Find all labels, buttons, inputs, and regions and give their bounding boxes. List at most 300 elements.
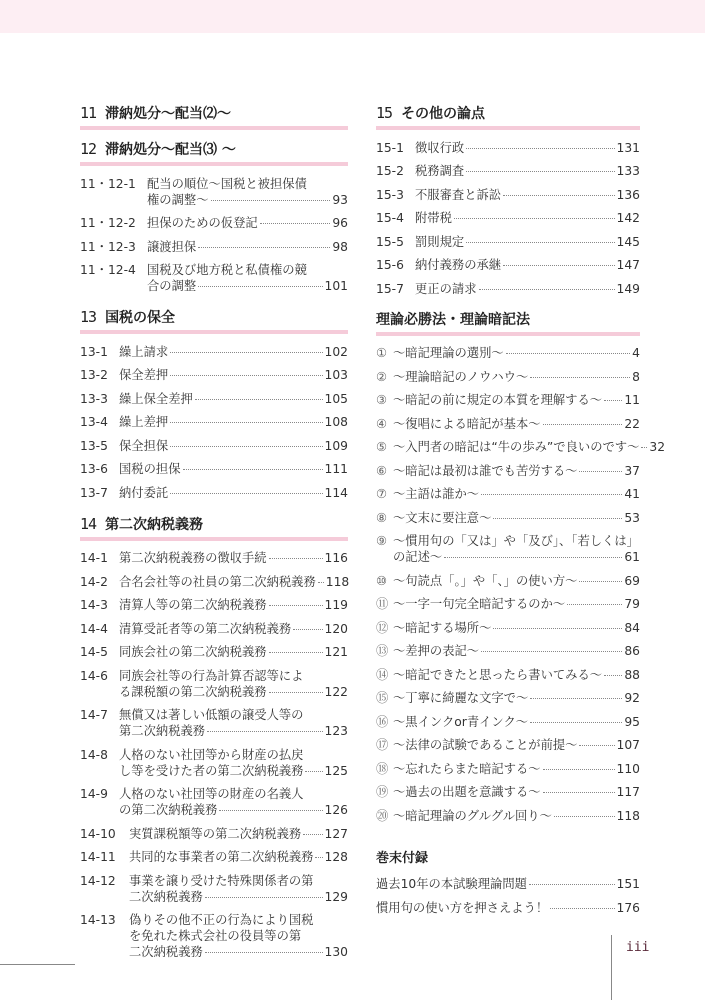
entry-body [393, 533, 640, 565]
entry-number: 13-6 [80, 462, 108, 477]
entry-number: 15-6 [376, 258, 404, 273]
dot-leader [205, 952, 323, 953]
entry-page: 142 [616, 211, 640, 226]
entry-body [147, 176, 348, 208]
dot-leader [530, 722, 622, 723]
entry-number: ⑫ [376, 620, 389, 635]
dot-leader [444, 557, 622, 558]
entry-last-line [415, 163, 640, 179]
entry-last-line [119, 414, 348, 430]
entry-body [147, 239, 348, 255]
toc-entry[interactable] [376, 207, 640, 231]
section-title: その他の論点 [401, 106, 486, 122]
dot-leader [303, 834, 322, 835]
entry-last-line [393, 620, 640, 636]
entry-number: 14-7 [80, 708, 108, 723]
entry-page: 145 [616, 234, 640, 249]
toc-entry[interactable] [376, 254, 640, 278]
entry-last-line [119, 344, 348, 360]
section-heading [80, 140, 348, 166]
entry-number: ① [376, 346, 388, 361]
entry-last-line [119, 391, 348, 407]
toc-entry[interactable] [376, 183, 640, 207]
entry-page: 102 [324, 344, 348, 359]
entry-last-line [393, 737, 640, 753]
entry-body [376, 876, 640, 892]
toc-entry[interactable] [376, 757, 640, 781]
entry-page: 79 [624, 597, 640, 612]
dot-leader [466, 242, 614, 243]
entry-body [393, 690, 640, 706]
entry-page: 86 [624, 644, 640, 659]
entry-last-line [393, 714, 640, 730]
entry-number: 14-6 [80, 668, 108, 683]
entry-last-line [415, 187, 640, 203]
entry-last-line [393, 369, 640, 385]
entry-number: ⑭ [376, 667, 389, 682]
entry-number: ④ [376, 416, 388, 431]
toc-entry[interactable] [80, 704, 348, 744]
entry-last-line [119, 723, 348, 739]
entry-title-line: 第二次納税義務 [119, 724, 206, 739]
dot-leader [554, 816, 615, 817]
entry-body [147, 215, 348, 231]
entry-body [393, 667, 640, 683]
entry-page: 95 [624, 714, 640, 729]
dot-leader [269, 605, 323, 606]
toc-entry[interactable] [80, 570, 348, 594]
entry-last-line [393, 761, 640, 777]
entry-title-line: 担保のための仮登記 [147, 216, 258, 231]
entry-page: 116 [324, 551, 348, 566]
entry-body [415, 210, 640, 226]
entry-number: 14-9 [80, 787, 108, 802]
entry-page: 176 [616, 900, 640, 915]
page-number: iii [626, 940, 650, 955]
toc-entry[interactable] [376, 506, 640, 530]
entry-title-line: 権の調整～ [147, 192, 209, 207]
entry-number: 13-7 [80, 485, 108, 500]
entry-last-line [147, 192, 348, 208]
entry-number: 11・12-2 [80, 216, 136, 231]
entry-title-line: の第二次納税義務 [119, 803, 218, 818]
entry-title-line: 同族会社等の行為計算否認等によ [119, 668, 304, 683]
entry-number: 14-2 [80, 574, 108, 589]
entry-page: 119 [324, 598, 348, 613]
toc-entry[interactable] [80, 340, 348, 364]
entry-title-line: ～暗記理論のグルグル回り～ [393, 808, 552, 823]
toc-entry[interactable] [80, 641, 348, 665]
section-heading [376, 311, 640, 336]
entry-page: 92 [624, 691, 640, 706]
toc-entry[interactable] [376, 412, 640, 436]
entry-title-line: ～過去の出題を意識する～ [393, 785, 541, 800]
entry-last-line [393, 510, 640, 526]
entry-body [119, 414, 348, 430]
entry-body [393, 369, 640, 385]
entry-title-line: し等を受けた者の第二次納税義務 [119, 763, 304, 778]
toc-entry[interactable] [376, 342, 640, 366]
entry-last-line [393, 808, 640, 824]
entry-body [119, 344, 348, 360]
entry-last-line [415, 234, 640, 250]
toc-entry[interactable] [376, 804, 640, 828]
dot-leader [530, 377, 630, 378]
dot-leader [579, 581, 622, 582]
entry-last-line [119, 684, 348, 700]
entry-body [393, 761, 640, 777]
entry-page: 22 [624, 416, 640, 431]
entry-page: 136 [616, 187, 640, 202]
toc-entry[interactable] [376, 459, 640, 483]
entry-body [393, 808, 640, 824]
entry-title-line: 同族会社の第二次納税義務 [119, 645, 267, 660]
dot-leader [305, 771, 322, 772]
entry-body [119, 367, 348, 383]
toc-entry[interactable] [80, 411, 348, 435]
toc-entry[interactable] [376, 569, 640, 593]
entry-title-line: を免れた株式会社の役員等の第 [129, 929, 302, 944]
entry-number: 15-2 [376, 164, 404, 179]
entry-last-line [119, 597, 348, 613]
entry-number: ⑦ [376, 487, 388, 502]
entry-body [393, 737, 640, 753]
toc-entry[interactable] [376, 616, 640, 640]
entry-page: 8 [632, 369, 640, 384]
entry-last-line [393, 463, 640, 479]
entry-number: 13-3 [80, 391, 108, 406]
dot-leader [269, 652, 323, 653]
entry-last-line [393, 345, 640, 361]
entry-number: ⑲ [376, 785, 389, 800]
toc-entry[interactable] [80, 481, 348, 505]
entry-title-line: 更正の請求 [415, 281, 477, 296]
toc-entry[interactable] [376, 436, 666, 460]
section-heading [376, 104, 640, 130]
entry-page: 117 [616, 785, 640, 800]
section-number: 14 [80, 514, 97, 533]
toc-entry[interactable] [80, 235, 348, 259]
entry-last-line [393, 596, 640, 612]
entry-last-line [119, 367, 348, 383]
entry-page: 105 [324, 391, 348, 406]
entry-page: 133 [616, 164, 640, 179]
entry-page: 109 [324, 438, 348, 453]
entry-last-line [393, 667, 640, 683]
entry-body [393, 714, 640, 730]
toc-entry[interactable] [80, 617, 348, 641]
entry-title-line: ～文末に要注意～ [393, 510, 492, 525]
entry-number: ⑧ [376, 510, 388, 525]
entry-number: ⑰ [376, 738, 389, 753]
entry-last-line [129, 944, 348, 960]
entry-body [119, 707, 348, 739]
entry-number: ⑳ [376, 808, 389, 823]
dot-leader [550, 908, 614, 909]
entry-title-line: 過去10年の本試験理論問題 [376, 877, 527, 892]
toc-entry[interactable] [376, 873, 640, 897]
entry-number: ⑮ [376, 691, 389, 706]
entry-last-line [119, 485, 348, 501]
toc-entry[interactable] [376, 530, 640, 570]
entry-last-line [393, 486, 640, 502]
entry-last-line [147, 239, 348, 255]
entry-number: 14-5 [80, 645, 108, 660]
entry-page: 11 [624, 393, 640, 408]
entry-last-line [393, 439, 666, 455]
entry-number: ⑨ [376, 534, 388, 549]
entry-last-line [393, 690, 640, 706]
entry-page: 96 [332, 216, 348, 231]
toc-entry[interactable] [376, 710, 640, 734]
toc-entry[interactable] [376, 687, 640, 711]
entry-body [415, 140, 640, 156]
entry-last-line [119, 438, 348, 454]
entry-number: 14-8 [80, 747, 108, 762]
entry-number: ⑯ [376, 714, 389, 729]
entry-page: 111 [324, 462, 348, 477]
section-title: 理論必勝法・理論暗記法 [376, 311, 530, 328]
entry-body [119, 574, 348, 590]
entry-number: 15-7 [376, 281, 404, 296]
entry-body [393, 486, 640, 502]
toc-entry[interactable] [80, 364, 348, 388]
toc-entry[interactable] [80, 846, 348, 870]
entry-body [393, 392, 640, 408]
toc-entry[interactable] [376, 734, 640, 758]
entry-title-line: ～復唱による暗記が基本～ [393, 416, 541, 431]
toc-entry[interactable] [80, 594, 348, 618]
entry-page: 37 [624, 463, 640, 478]
entry-page: 127 [324, 826, 348, 841]
dot-leader [170, 352, 322, 353]
section-title: 滞納処分～配当⑶ ～ [105, 142, 236, 158]
entry-title-line: 人格のない社団等から財産の払戻 [119, 747, 304, 762]
entry-last-line [393, 392, 640, 408]
entry-page: 130 [324, 945, 348, 960]
toc-entry[interactable] [80, 172, 348, 212]
entry-body [119, 786, 348, 818]
entry-number: 13-4 [80, 415, 108, 430]
entry-last-line [393, 643, 640, 659]
entry-number: 14-1 [80, 551, 108, 566]
entry-page: 129 [324, 889, 348, 904]
toc-entry[interactable] [376, 663, 640, 687]
entry-page: 32 [649, 440, 666, 455]
entry-number: ⑱ [376, 761, 389, 776]
entry-body [147, 262, 348, 294]
dot-leader [493, 518, 622, 519]
section-heading [80, 104, 348, 130]
entry-body [129, 873, 348, 905]
entry-title-line: 清算人等の第二次納税義務 [119, 598, 267, 613]
entry-page: 84 [624, 620, 640, 635]
toc-entry[interactable] [376, 230, 640, 254]
entry-number: ⑪ [376, 597, 389, 612]
entry-page: 69 [624, 573, 640, 588]
entry-number: 13-5 [80, 438, 108, 453]
entry-page: 149 [616, 281, 640, 296]
entry-title-line: ～暗記理論の選別～ [393, 346, 504, 361]
entry-body [393, 573, 640, 589]
toc-entry[interactable] [80, 664, 348, 704]
section-number: 12 [80, 140, 97, 158]
entry-page: 147 [616, 258, 640, 273]
entry-number: 15-4 [376, 211, 404, 226]
dot-leader [293, 629, 322, 630]
entry-title-line: 合名会社等の社員の第二次納税義務 [119, 574, 316, 589]
toc-entry[interactable] [376, 593, 640, 617]
dot-leader [604, 675, 622, 676]
entry-title-line: 無償又は著しい低額の譲受人等の [119, 708, 304, 723]
section-heading [80, 308, 348, 334]
entry-page: 121 [324, 645, 348, 660]
entry-last-line [129, 826, 348, 842]
entry-body [119, 391, 348, 407]
entry-body [119, 550, 348, 566]
entry-page: 123 [324, 724, 348, 739]
dot-leader [269, 692, 323, 693]
entry-title-line: 人格のない社団等の財産の名義人 [119, 787, 304, 802]
toc-entry[interactable] [80, 212, 348, 236]
entry-number: 13-2 [80, 368, 108, 383]
dot-leader [641, 447, 647, 448]
toc-entry[interactable] [376, 896, 640, 920]
toc-entry[interactable] [376, 365, 640, 389]
entry-number: ② [376, 369, 388, 384]
dot-leader [466, 171, 614, 172]
entry-title-line: 譲渡担保 [147, 239, 197, 254]
section-title: 第二次納税義務 [105, 516, 204, 533]
entry-last-line [393, 784, 640, 800]
toc-left-column [80, 104, 348, 964]
entry-number: 15-1 [376, 140, 404, 155]
entry-body [119, 597, 348, 613]
toc-entry[interactable] [376, 483, 640, 507]
toc-entry[interactable] [376, 136, 640, 160]
section-title: 滞納処分～配当⑵～ [105, 106, 232, 122]
toc-entry[interactable] [80, 547, 348, 571]
dot-leader [543, 792, 615, 793]
dot-leader [579, 471, 622, 472]
entry-title-line: ～差押の表記～ [393, 644, 480, 659]
entry-page: 128 [324, 850, 348, 865]
entry-body [415, 234, 640, 250]
entry-number: 14-4 [80, 621, 108, 636]
entry-body [119, 644, 348, 660]
dot-leader [466, 148, 614, 149]
toc-entry[interactable] [80, 743, 348, 783]
entry-number: 11・12-1 [80, 176, 136, 191]
entry-number: ⑬ [376, 644, 389, 659]
toc-entry[interactable] [80, 434, 348, 458]
entry-page: 126 [324, 803, 348, 818]
entry-number: 14-12 [80, 873, 116, 888]
toc-entry[interactable] [80, 387, 348, 411]
entry-page: 118 [325, 574, 350, 589]
toc-entry[interactable] [376, 277, 640, 301]
entry-page: 125 [324, 763, 348, 778]
toc-entry[interactable] [376, 160, 640, 184]
entry-title-line: 徴収行政 [415, 140, 465, 155]
entry-body [393, 345, 640, 361]
toc-entry[interactable] [80, 869, 348, 909]
entry-last-line [376, 876, 640, 892]
toc-entry[interactable] [80, 909, 348, 965]
entry-body [119, 621, 348, 637]
section-number: 11 [80, 104, 97, 122]
dot-leader [219, 810, 322, 811]
entry-body [393, 416, 640, 432]
toc-entry[interactable] [376, 781, 640, 805]
dot-leader [493, 628, 622, 629]
dot-leader [530, 698, 622, 699]
entry-title-line: ～慣用句の「又は」や「及び」、「若しくは」 [393, 534, 639, 549]
toc-entry[interactable] [80, 783, 348, 823]
entry-body [129, 849, 348, 865]
entry-last-line [119, 550, 348, 566]
entry-page: 93 [332, 192, 348, 207]
dot-leader [481, 651, 622, 652]
dot-leader [170, 493, 322, 494]
entry-title-line: ～入門者の暗記は“牛の歩み”で良いのです～ [393, 440, 640, 455]
entry-title-line: 国税及び地方税と私債権の競 [147, 263, 307, 278]
entry-body [393, 620, 640, 636]
entry-body [415, 163, 640, 179]
entry-page: 114 [324, 485, 348, 500]
entry-title-line: 慣用句の使い方を押さえよう！ [376, 900, 549, 915]
entry-title-line: 繰上差押 [119, 415, 169, 430]
entry-body [393, 784, 640, 800]
page-number-divider [611, 935, 612, 1000]
entry-number: 14-11 [80, 850, 116, 865]
entry-title-line: ～理論暗記のノウハウ～ [393, 369, 529, 384]
toc-entry[interactable] [80, 259, 348, 299]
entry-body [119, 438, 348, 454]
entry-body [376, 900, 640, 916]
dot-leader [170, 446, 322, 447]
entry-last-line [393, 416, 640, 432]
entry-page: 4 [632, 346, 640, 361]
entry-page: 53 [624, 510, 640, 525]
toc-entry[interactable] [80, 822, 348, 846]
entry-title-line: 清算受託者等の第二次納税義務 [119, 621, 292, 636]
toc-entry[interactable] [80, 458, 348, 482]
entry-body [393, 463, 640, 479]
entry-title-line: 配当の順位～国税と被担保債 [147, 176, 307, 191]
entry-last-line [415, 210, 640, 226]
entry-last-line [415, 257, 640, 273]
dot-leader [503, 195, 614, 196]
dot-leader [170, 375, 322, 376]
entry-body [119, 747, 348, 779]
dot-leader [205, 897, 323, 898]
dot-leader [183, 469, 323, 470]
toc-entry[interactable] [376, 640, 640, 664]
entry-last-line [119, 574, 348, 590]
entry-page: 61 [624, 550, 640, 565]
dot-leader [170, 422, 322, 423]
entry-title-line: ～暗記は最初は誰でも苦労する～ [393, 463, 578, 478]
toc-entry[interactable] [376, 389, 640, 413]
entry-page: 108 [324, 415, 348, 430]
entry-page: 151 [616, 877, 640, 892]
dot-leader [318, 582, 324, 583]
entry-page: 120 [324, 621, 348, 636]
dot-leader [579, 745, 614, 746]
entry-title-line: の記述～ [393, 550, 443, 565]
entry-page: 110 [616, 761, 640, 776]
